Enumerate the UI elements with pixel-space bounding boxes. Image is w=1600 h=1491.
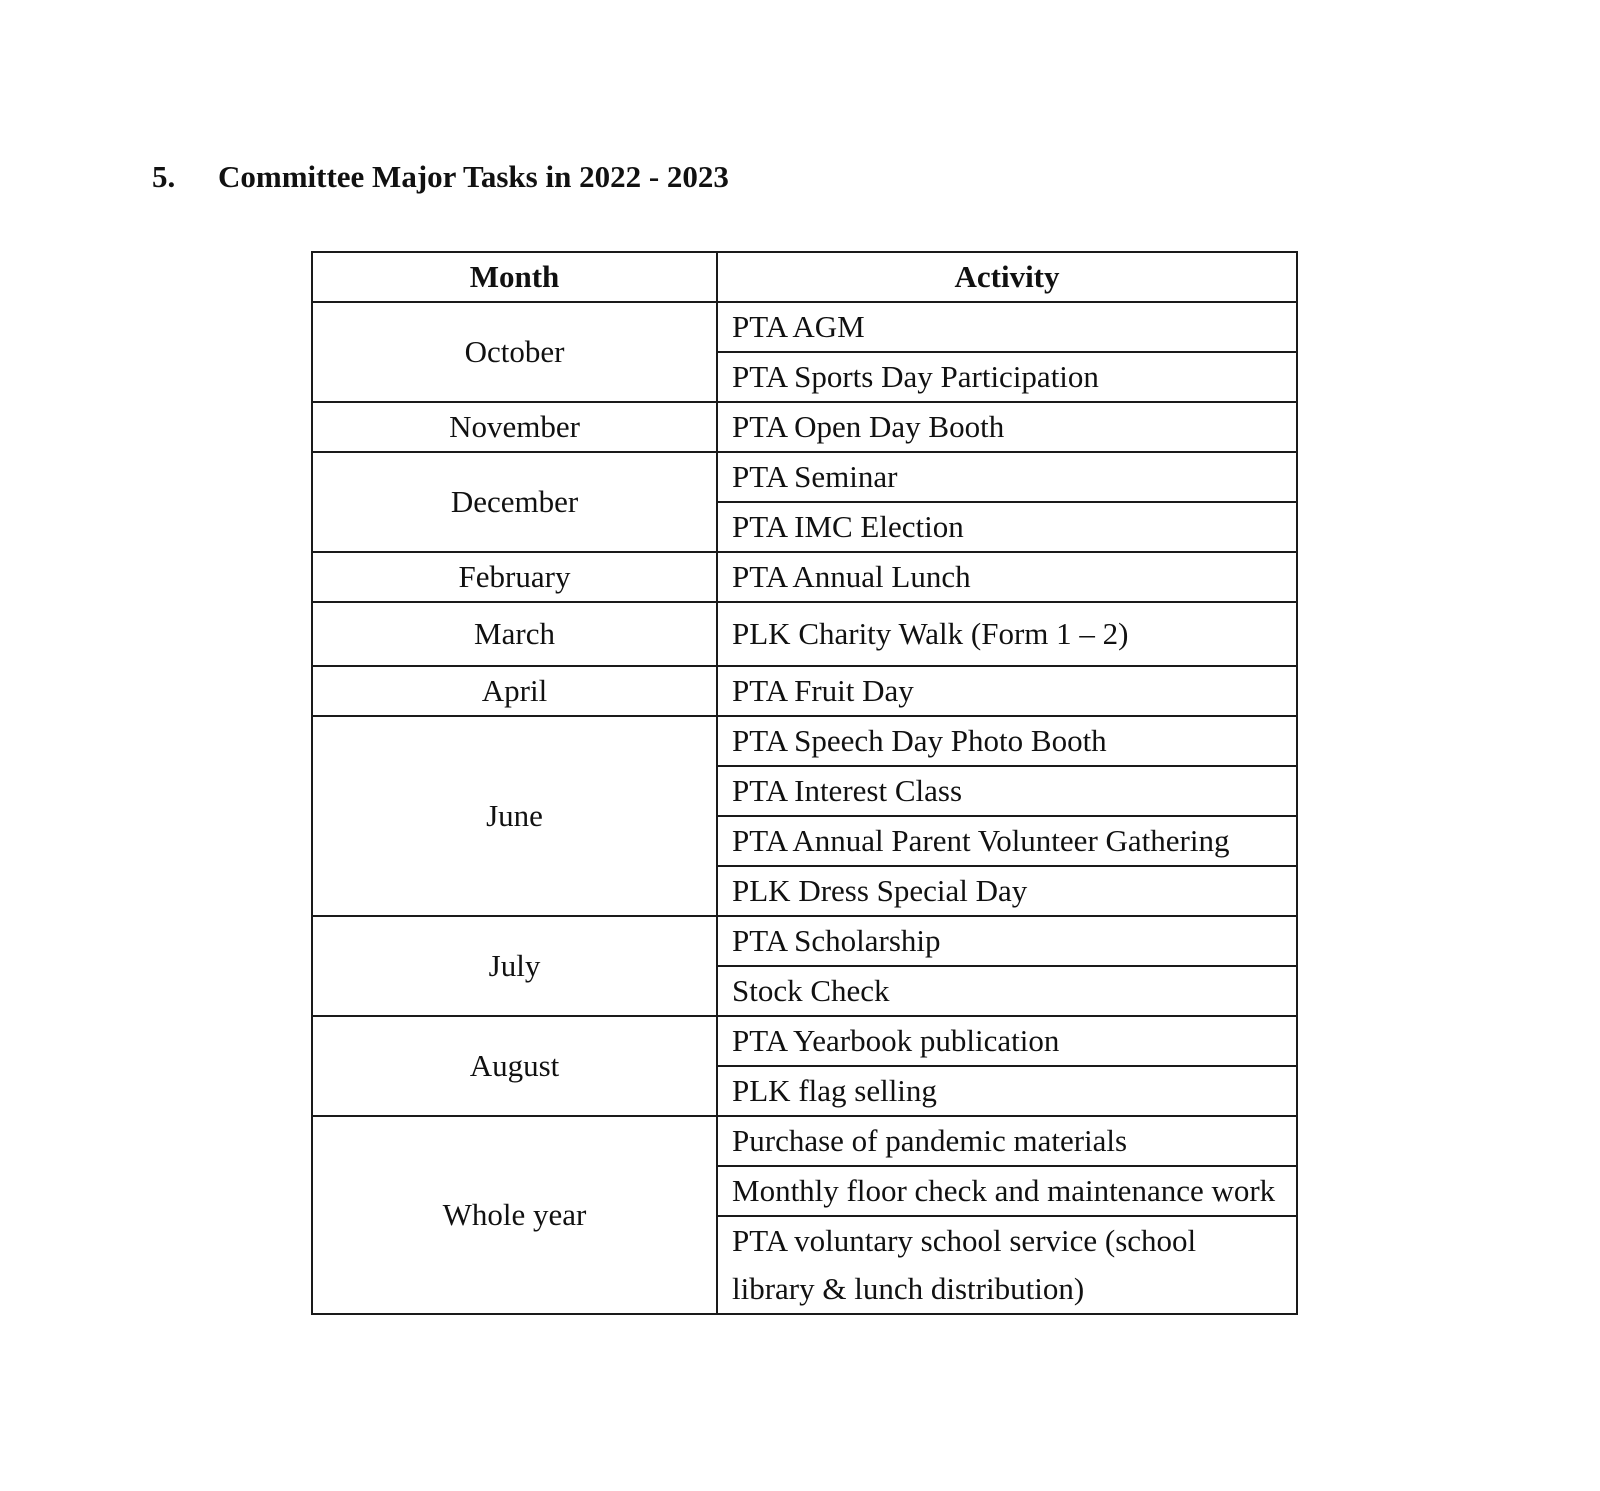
table-row: [312, 1016, 1297, 1066]
activity-cell: PTA Fruit Day: [717, 666, 1297, 716]
activity-cell: Stock Check: [717, 966, 1297, 1016]
month-column-header: Month: [312, 252, 717, 302]
activity-column-header: Activity: [717, 252, 1297, 302]
table-row: [312, 602, 1297, 666]
activity-cell: PTA Annual Lunch: [717, 552, 1297, 602]
table-row: [312, 716, 1297, 766]
activity-cell: PTA Annual Parent Volunteer Gathering: [717, 816, 1297, 866]
activity-cell: Purchase of pandemic materials: [717, 1116, 1297, 1166]
table-row: [312, 916, 1297, 966]
activity-cell: PTA Open Day Booth: [717, 402, 1297, 452]
table-row: [312, 1116, 1297, 1166]
month-cell: June: [312, 716, 717, 916]
month-cell: August: [312, 1016, 717, 1116]
activity-cell: PLK Charity Walk (Form 1 – 2): [717, 602, 1297, 666]
table-row: [312, 666, 1297, 716]
table-row: [312, 402, 1297, 452]
month-cell: March: [312, 602, 717, 666]
activity-cell: PTA AGM: [717, 302, 1297, 352]
activity-cell: PTA Speech Day Photo Booth: [717, 716, 1297, 766]
section-number: 5.: [152, 159, 176, 194]
month-cell: July: [312, 916, 717, 1016]
activity-cell: Monthly floor check and maintenance work: [717, 1166, 1297, 1216]
month-cell: February: [312, 552, 717, 602]
tasks-table: [311, 251, 1298, 1315]
month-cell: Whole year: [312, 1116, 717, 1314]
activity-cell: PLK Dress Special Day: [717, 866, 1297, 916]
activity-cell: PLK flag selling: [717, 1066, 1297, 1116]
activity-cell: PTA Seminar: [717, 452, 1297, 502]
table-header-row: [312, 252, 1297, 302]
activity-cell: PTA voluntary school service (school library & lunch distribution): [717, 1216, 1297, 1314]
table-row: [312, 452, 1297, 502]
activity-cell: PTA Sports Day Participation: [717, 352, 1297, 402]
month-cell: December: [312, 452, 717, 552]
activity-cell: PTA IMC Election: [717, 502, 1297, 552]
table-row: [312, 302, 1297, 352]
section-title: Committee Major Tasks in 2022 - 2023: [218, 159, 729, 194]
month-cell: October: [312, 302, 717, 402]
month-cell: November: [312, 402, 717, 452]
month-cell: April: [312, 666, 717, 716]
activity-cell: PTA Yearbook publication: [717, 1016, 1297, 1066]
table-row: [312, 552, 1297, 602]
activity-cell: PTA Scholarship: [717, 916, 1297, 966]
activity-cell: PTA Interest Class: [717, 766, 1297, 816]
section-heading: [152, 155, 729, 199]
